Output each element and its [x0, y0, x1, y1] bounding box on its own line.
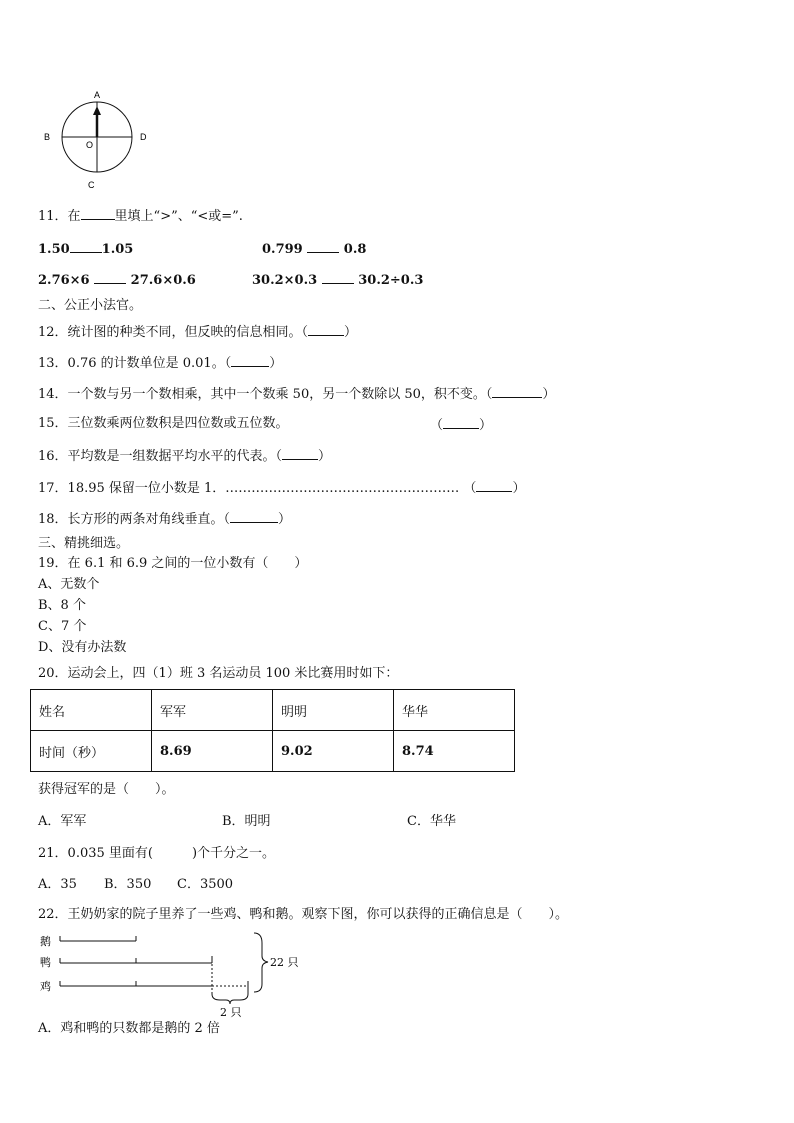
q20-option-c[interactable]: C．华华	[407, 814, 456, 829]
compass-label-d: D	[140, 132, 147, 142]
q19-text: 19．在 6.1 和 6.9 之间的一位小数有（ ）	[38, 556, 308, 571]
q19-option-d[interactable]: D、没有办法数	[38, 640, 127, 655]
q11-example-blank	[81, 207, 115, 220]
q13-text: 13．0.76 的计数单位是 0.01。（	[38, 356, 232, 371]
q11-answer-blank[interactable]	[94, 271, 126, 284]
q14	[38, 385, 555, 403]
q15-bracket	[430, 416, 492, 434]
q17-answer-blank[interactable]	[476, 479, 512, 492]
q15-close: ）	[479, 418, 493, 433]
table-cell: 华华	[394, 690, 515, 731]
q15-answer-blank[interactable]	[443, 416, 479, 429]
q21-option-a[interactable]: A．35	[38, 877, 77, 892]
q22-label-goose: 鹅	[40, 935, 51, 948]
q18-close: ）	[278, 512, 292, 527]
q11-value: 0.8	[343, 242, 367, 257]
q22-text: 22．王奶奶家的院子里养了一些鸡、鸭和鹅。观察下图，你可以获得的正确信息是（ ）。	[38, 907, 569, 922]
q16-close: ）	[318, 449, 332, 464]
q11-value: 27.6×0.6	[130, 273, 196, 288]
q15-open: （	[430, 418, 444, 433]
q11-suffix: 里填上“>”、“<或=”.	[114, 209, 243, 224]
q22-diff-brace	[212, 994, 248, 1004]
q20-table	[30, 689, 515, 772]
q22-label-duck: 鸭	[40, 956, 51, 969]
q11-row1-right	[262, 240, 366, 258]
q11-answer-blank[interactable]	[322, 271, 354, 284]
q16	[38, 447, 331, 465]
q19-option-a[interactable]: A、无数个	[38, 577, 100, 592]
q11-value: 30.2÷0.3	[358, 273, 424, 288]
q16-answer-blank[interactable]	[282, 447, 318, 460]
q11-answer-blank[interactable]	[307, 240, 339, 253]
q20-option-a[interactable]: A．军军	[38, 814, 87, 829]
q12-text: 12．统计图的种类不同，但反映的信息相同。（	[38, 325, 309, 340]
q21-option-b[interactable]: B．350	[104, 877, 152, 892]
q17-text: 17．18.95 保留一位小数是 1．……………………………………………… （	[38, 481, 477, 496]
q22-total-label: 22 只	[270, 956, 299, 969]
compass-label-c: C	[88, 180, 95, 190]
q11-value: 30.2×0.3	[252, 273, 318, 288]
q12-answer-blank[interactable]	[308, 323, 344, 336]
q11-value: 0.799	[262, 242, 303, 257]
table-cell: 明明	[273, 690, 394, 731]
compass-label-o: O	[86, 140, 94, 150]
table-cell: 军军	[152, 690, 273, 731]
table-cell: 姓名	[31, 690, 152, 731]
q13-close: ）	[269, 356, 283, 371]
q15	[38, 416, 289, 432]
q11-value: 1.50	[38, 242, 70, 257]
q11-value: 2.76×6	[38, 273, 90, 288]
table-cell: 时间（秒）	[31, 731, 152, 772]
table-row	[31, 731, 515, 772]
q16-text: 16．平均数是一组数据平均水平的代表。（	[38, 449, 283, 464]
q11-row1-left	[38, 240, 133, 258]
q18	[38, 510, 291, 528]
q11-answer-blank[interactable]	[70, 240, 102, 253]
q11-prompt	[38, 207, 243, 225]
q11-value: 1.05	[101, 242, 134, 257]
q20-text: 20．运动会上，四（1）班 3 名运动员 100 米比赛用时如下：	[38, 666, 399, 681]
q22-label-chicken: 鸡	[40, 980, 51, 993]
q14-text: 14．一个数与另一个数相乘，其中一个数乘 50，另一个数除以 50，积不变。（	[38, 387, 493, 402]
q15-text: 15．三位数乘两位数积是四位数或五位数。	[38, 416, 289, 431]
q11-row2-right	[252, 271, 423, 289]
q21-option-c[interactable]: C．3500	[177, 877, 234, 892]
q22-bar-diagram	[36, 928, 336, 1018]
q17	[38, 479, 525, 497]
table-row	[31, 690, 515, 731]
q17-close: ）	[512, 481, 526, 496]
q20-option-b[interactable]: B．明明	[222, 814, 271, 829]
q14-answer-blank[interactable]	[492, 385, 542, 398]
q18-answer-blank[interactable]	[230, 510, 278, 523]
q22-option-a[interactable]: A．鸡和鸭的只数都是鹅的 2 倍	[38, 1021, 220, 1036]
compass-label-b: B	[44, 132, 51, 142]
q13	[38, 354, 282, 372]
q22-total-brace	[254, 933, 268, 992]
q13-answer-blank[interactable]	[231, 354, 269, 367]
q21-text: 21．0.035 里面有( )个千分之一。	[38, 846, 276, 861]
q19-option-c[interactable]: C、7 个	[38, 619, 87, 634]
q18-text: 18．长方形的两条对角线垂直。（	[38, 512, 231, 527]
q11-row2-left	[38, 271, 196, 289]
compass-diagram	[30, 82, 190, 192]
q12	[38, 323, 357, 341]
q19-option-b[interactable]: B、8 个	[38, 598, 86, 613]
q12-close: ）	[344, 325, 358, 340]
section-2-heading: 二、公正小法官。	[38, 298, 143, 313]
table-cell: 8.74	[394, 731, 515, 772]
q14-close: ）	[542, 387, 556, 402]
section-3-heading: 三、精挑细选。	[38, 536, 130, 551]
q22-diff-label: 2 只	[220, 1006, 242, 1018]
compass-arrow-head	[93, 106, 101, 115]
table-cell: 8.69	[152, 731, 273, 772]
q20-question: 获得冠军的是（ ）。	[38, 782, 175, 797]
q11-prefix: 11．在	[38, 209, 81, 224]
compass-label-a: A	[94, 90, 101, 100]
table-cell: 9.02	[273, 731, 394, 772]
